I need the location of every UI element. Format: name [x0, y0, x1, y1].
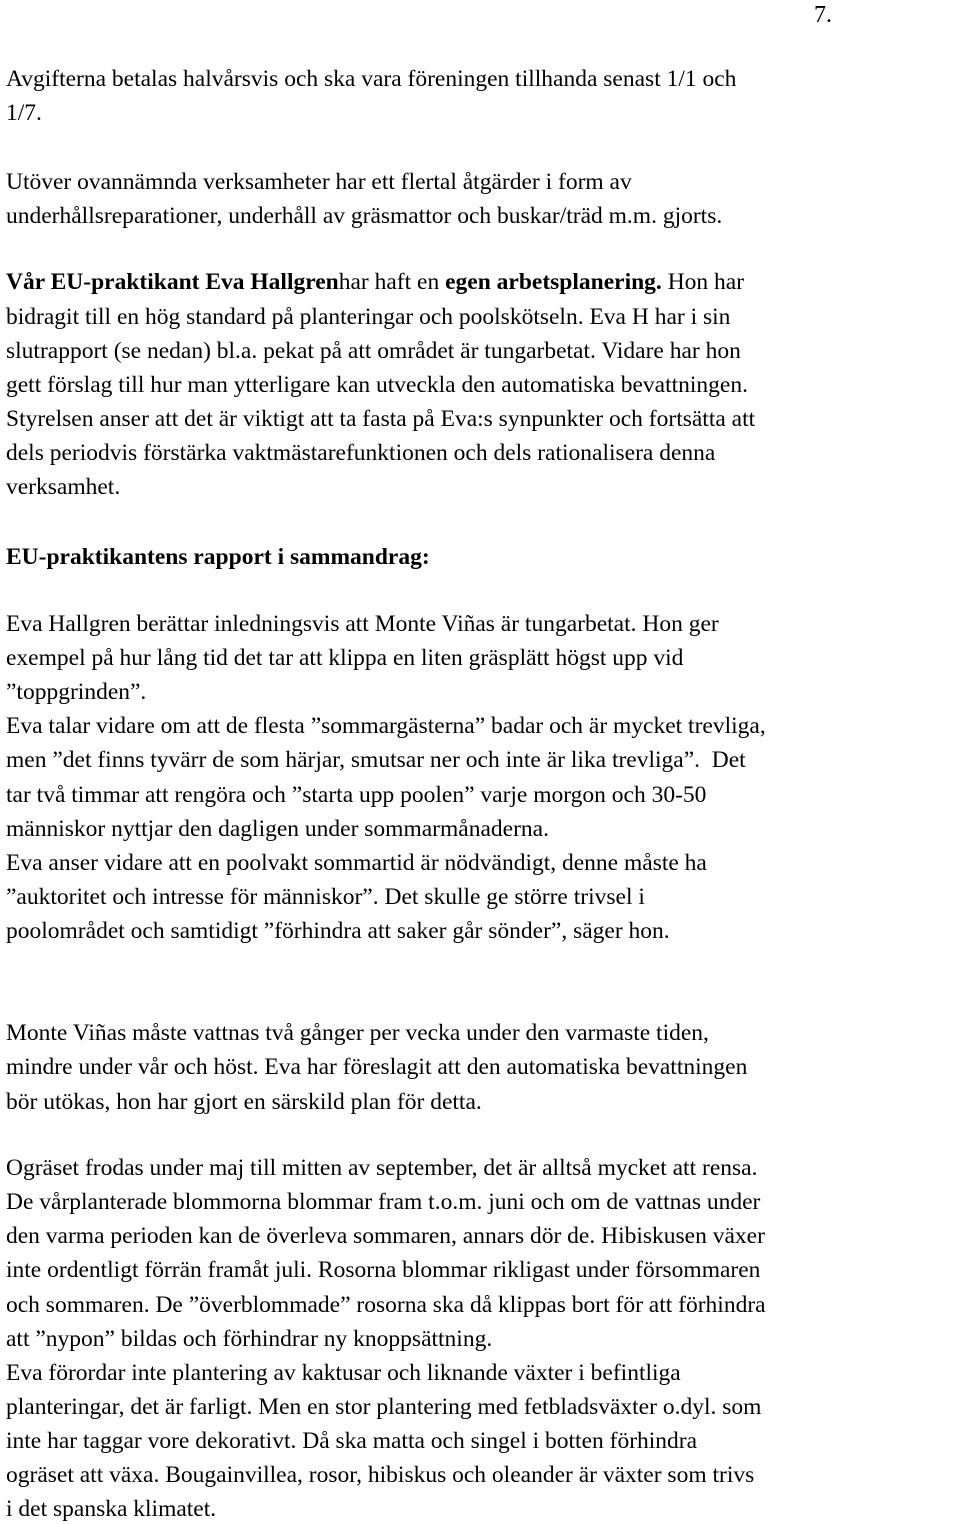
paragraph-intern-line: Styrelsen anser att det är viktigt att ta fasta på Eva:s synpunkter och fortsätta att [6, 406, 756, 432]
page-number: 7. [814, 2, 832, 28]
paragraph-intern-line: slutrapport (se nedan) bl.a. pekat på att området är tungarbetat. Vidare har hon [6, 338, 741, 364]
plants-line: planteringar, det är farligt. Men en stor plantering med fetbladsväxter o.dyl. som [6, 1394, 762, 1420]
report-line: tar två timmar att rengöra och ”starta upp poolen” varje morgon och 30-50 [6, 782, 707, 808]
intern-name-bold: Vår EU-praktikant Eva Hallgren [6, 269, 339, 295]
paragraph-maintenance-line: Utöver ovannämnda verksamheter har ett flertal åtgärder i form av [6, 169, 632, 195]
report-line: Eva talar vidare om att de flesta ”sommargästerna” badar och är mycket trevliga, [6, 713, 766, 739]
paragraph-intern-line: verksamhet. [6, 474, 121, 500]
plants-line: den varma perioden kan de överleva sommaren, annars dör de. Hibiskusen växer [6, 1223, 765, 1249]
plants-line: och sommaren. De ”överblommade” rosorna ska då klippas bort för att förhindra [6, 1292, 766, 1318]
plants-line: inte ordentligt förrän framåt juli. Rosorna blommar rikligast under försommaren [6, 1257, 761, 1283]
plants-line: Ogräset frodas under maj till mitten av september, det är alltså mycket att rensa. [6, 1155, 758, 1181]
plants-line: Eva förordar inte plantering av kaktusar och liknande växter i befintliga [6, 1360, 681, 1386]
report-line: människor nyttjar den dagligen under sommarmånaderna. [6, 816, 549, 842]
plants-line: att ”nypon” bildas och förhindrar ny knoppsättning. [6, 1326, 493, 1352]
paragraph-intern-line: gett förslag till hur man ytterligare kan utveckla den automatiska bevattningen. [6, 372, 748, 398]
plants-line: De vårplanterade blommorna blommar fram t.o.m. juni och om de vattnas under [6, 1189, 761, 1215]
watering-line: bör utökas, hon har gjort en särskild plan för detta. [6, 1089, 482, 1115]
report-line: ”auktoritet och intresse för människor”. Det skulle ge större trivsel i [6, 884, 645, 910]
paragraph-maintenance-line: underhållsreparationer, underhåll av gräsmattor och buskar/träd m.m. gjorts. [6, 203, 723, 229]
paragraph-fees-line: Avgifterna betalas halvårsvis och ska vara föreningen tillhanda senast 1/1 och [6, 66, 737, 92]
paragraph-fees-line: 1/7. [6, 100, 42, 126]
plants-line: i det spanska klimatet. [6, 1496, 217, 1522]
watering-line: Monte Viñas måste vattnas två gånger per vecka under den varmaste tiden, [6, 1020, 709, 1046]
paragraph-intern-line [6, 267, 744, 297]
report-line: Eva Hallgren berättar inledningsvis att Monte Viñas är tungarbetat. Hon ger [6, 611, 719, 637]
intern-text: har haft en [338, 269, 446, 295]
intern-text: Hon har [661, 269, 745, 295]
paragraph-intern-line: bidragit till en hög standard på planteringar och poolskötseln. Eva H har i sin [6, 304, 731, 330]
report-line: men ”det finns tyvärr de som härjar, smutsar ner och inte är lika trevliga”. Det [6, 747, 746, 773]
report-line: ”toppgrinden”. [6, 679, 147, 705]
report-line: poolområdet och samtidigt ”förhindra att saker går sönder”, säger hon. [6, 918, 670, 944]
plants-line: ogräset att växa. Bougainvillea, rosor, hibiskus och oleander är växter som trivs [6, 1462, 755, 1488]
report-line: exempel på hur lång tid det tar att klippa en liten gräsplätt högst upp vid [6, 645, 684, 671]
watering-line: mindre under vår och höst. Eva har föreslagit att den automatiska bevattningen [6, 1054, 748, 1080]
planning-bold: egen arbetsplanering. [445, 269, 662, 295]
paragraph-intern-line: dels periodvis förstärka vaktmästarefunktionen och dels rationalisera denna [6, 440, 716, 466]
report-line: Eva anser vidare att en poolvakt sommartid är nödvändigt, denne måste ha [6, 850, 707, 876]
report-heading: EU-praktikantens rapport i sammandrag: [6, 544, 430, 570]
plants-line: inte har taggar vore dekorativt. Då ska matta och singel i botten förhindra [6, 1428, 698, 1454]
